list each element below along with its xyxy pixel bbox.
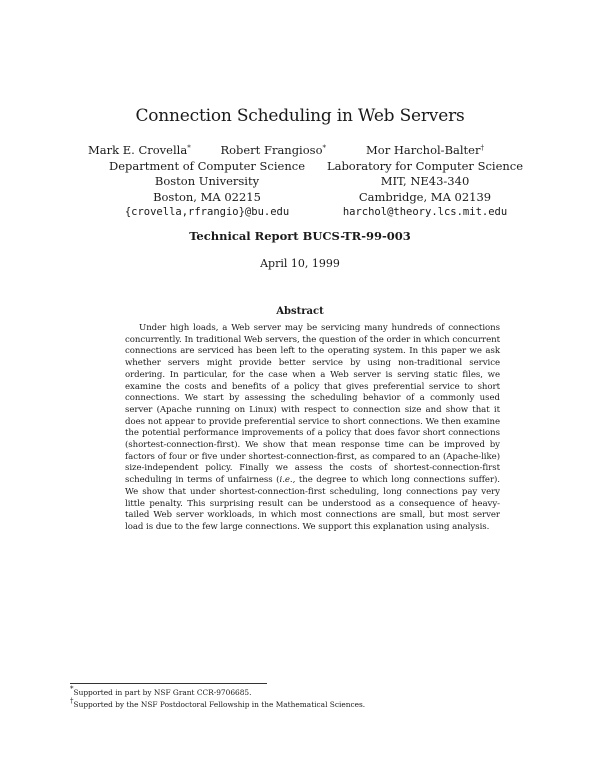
footnote-mark: † [480,144,484,152]
affiliation-inst: MIT, NE43-340 [380,174,470,188]
abstract-text: the degree to which long connections suffer). We show that under shortest-connection-first scheduling, long connections pay very little penalty. This surprising result can be understood as a consequence of heavy-tailed Web server workloads, in which most connections are small, but most server load is due to the few large connections. We support this explanation using analysis. [125,475,500,532]
abstract-heading: Abstract [276,306,324,317]
report-number: Technical Report BUCS-TR-99-003 [189,229,411,243]
footnote-text: Supported in part by NSF Grant CCR-9706685. [73,688,252,697]
affiliation-lab: Laboratory for Computer Science [326,158,524,173]
affiliation-univ: Boston University [154,174,260,188]
footnote-rule [70,683,267,684]
abstract-paragraph [125,323,500,534]
author-names-row [88,143,326,159]
affiliation-city: Boston, MA 02215 [153,189,261,204]
abstract-body [125,323,500,534]
abstract-text: Under high loads, a Web server may be servicing many hundreds of connections concurrently. In traditional Web servers, the question of the order in which concurrent connections are serviced has been left to the operating system. In this paper we ask whether servers might provide better service by using non-traditional service ordering. In particular, for the case when a Web server is serving static files, we examine the costs and benefits of a policy that gives preferential service to short connections. We start by assessing the scheduling behavior of a commonly used server (Apache running on Linux) with respect to connection size and show that it does not appear to provide preferential service to short connections. We then examine the potential performance improvements of a policy that does favor short connections (shortest-connection-first). We show that mean response time can be improved by factors of four or five under shortest-connection-first, as compared to an (Apache-like) size-independent policy. Finally we assess the costs of shortest-connection-first scheduling in terms of unfairness ( [125,323,500,486]
footnote-mark: * [187,144,191,152]
footnote-mark: † [70,696,74,705]
authors-right-block [320,143,530,221]
abstract-italic: i.e., [279,475,296,486]
affiliation-city: Cambridge, MA 02139 [358,189,492,204]
author-email: harchol@theory.lcs.mit.edu [342,206,508,218]
author-name: Robert Frangioso [220,143,323,157]
paper-date: April 10, 1999 [260,257,340,270]
footnotes [70,687,530,710]
paper-title: Connection Scheduling in Web Servers [135,106,465,126]
authors-left-block [88,143,326,221]
author-frangioso [220,143,326,159]
author-email: {crovella,rfrangio}@bu.edu [124,206,290,218]
affiliation-dept: Department of Computer Science [108,158,306,173]
footnote-mark: * [322,144,326,152]
author-crovella [88,143,191,159]
author-name: Mor Harchol-Balter [366,143,481,157]
footnote-text: Supported by the NSF Postdoctoral Fellowship in the Mathematical Sciences. [73,699,366,709]
footnote-2 [70,696,530,711]
footnote-1 [70,687,530,699]
footnote-mark: * [70,685,74,693]
author-name: Mark E. Crovella [88,143,188,157]
author-harchol-balter [320,143,530,159]
